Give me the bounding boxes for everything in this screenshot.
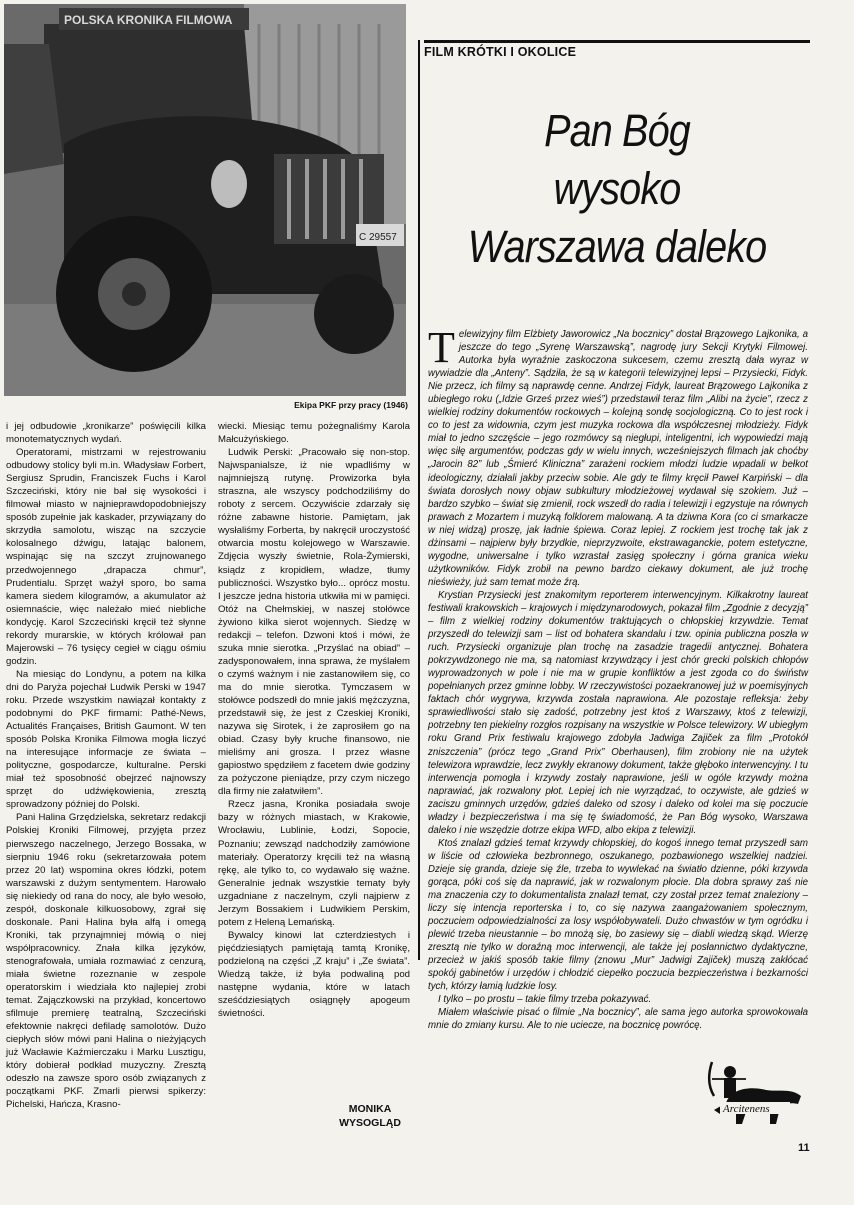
title-line: wysoko — [553, 163, 681, 214]
article-column-1 — [6, 420, 206, 1111]
article-column-2 — [218, 420, 410, 1020]
paragraph: wiecki. Miesiąc temu pożegnaliśmy Karola Małcużyńskiego. — [218, 421, 410, 446]
paragraph: I tylko – po prostu – takie filmy trzeba pokazywać. — [438, 994, 652, 1006]
paragraph: Ludwik Perski: „Pracowało się non-stop. Najwspanialsze, iż nie wpadliśmy w najmniejszą rutynę. Prowizorka była straszna, ale wszyscy podchodziliśmy do roboty z sercem. Oczywiście zdarzały się różne zabawne historie. Pamiętam, jak wysłaliśmy Forberta, by nakręcił uroczystość otwarcia mostu kolejowego w Warszawie. Zdjęcia wyszły świetnie, Rola-Żymierski, ksiądz z kropidłem, władze, tłumy publiczności. Wszystko było... oprócz mostu. I jeszcze jedna historia utkwiła mi w pamięci. Otóż na Chełmskiej, w naszej stołówce żywiono kilka sierot wojennych. Siedzę w redakcji – telefon. Dzwoni ktoś i mówi, że szuka mnie sierotka. „Przyślać na obiad” – zadysponowałem, inna sprawa, że myślałem o czymś ważnym i nie zastanowiłem się, co ma do mnie sierotka. Tymczasem w stołówce podszedł do mnie jakiś mężczyzna, przedstawił się, że jest z Czeskiej Kroniki, nazywa się Sirotek, i że zaprosiłem go na obiad. Czasy były kruche finansowo, nie mieliśmy ani grosza. I przez własne gapiostwo spędziłem z facetem dwie godziny za pożyczone pieniądze, przy czym niczego dla firmy nie załatwiłem”. — [218, 447, 410, 798]
license-plate-text: C 29557 — [359, 232, 397, 243]
section-heading: FILM KRÓTKI I OKOLICE — [424, 40, 810, 59]
title-line: Warszawa daleko — [467, 221, 767, 272]
paragraph: Pani Halina Grzędzielska, sekretarz redakcji Polskiej Kroniki Filmowej, przyjęta przez pierwszego naczelnego, Jerzego Bossaka, w sierpniu 1946 roku (sekretarzowała potem przez 20 lat) wspomina okres łódzki, potem warszawski z dużym sentymentem. Harowało się niekiedy od rana do nocy, ale było wesoło, zespół, doskonale kilkuosobowy, zgrał się doskonale. Pani Halina była alfą i omegą Kroniki, tak przynajmniej mówią o niej współpracownicy. Znała kilka języków, stenografowała, umiała rozmawiać z cenzurą, miała świetne rozeznanie w zespole operatorskim i wiedziała kto najlepiej zrobi temat. Zajączkowski na przykład, koncertowo sfilmuje premierę teatralną, Szczeciński efektownie nakręci defiladę samolotów. Dużo ciepłych słów mówi pani Halina o nieżyjących już Wacławie Kaźmierczaku i Marku Lusztigu, który dobierał podkład muzyczny. Zresztą odeszło na zawsze sporo osób związanych z początkami PKF. Zmarli pierwsi spikerzy: Pichelski, Hańcza, Krasno- — [6, 812, 206, 1111]
drop-cap: T — [428, 323, 455, 372]
paragraph: Ktoś znalazł gdzieś temat krzywdy chłopskiej, do kogoś innego temat przyszedł sam w liście od człowieka bezbronnego, oszukanego, pozbawionego wszelkiej nadziei. Dzieje się granda, dzieje się źle, trzeba to wywlekać na światło dzienne, póki krzywda gorąca, póki coś się da naprawić, jak w rozwalonym płocie. Dla dobra sprawy zaś nie ma znaczenia czy to dokumentalista znalazł temat, czy został przez temat znaleziony – liczy się intencja reporterska i to, co się nazywa zaangażowaniem społecznym, poczuciem odpowiedzialności za losy współobywateli. Dużo chwastów w tym ogródku i plewić trzeba nieustannie – bo mnożą się, bo zasiewy się – diabli wiedzą skąd. Wierzę zresztą nie tylko w doraźną moc interwencji, ale także jej posłannictwo dydaktyczne, przecież w jakiś sposób takie filmy (znowu „Mur” Jadwigi Zajiček) muszą zakłócać spokój gabinetów i urzędów i chłodzić ciepełko poczucia bezpieczeństwa i bezkarności tych, którzy łamią ludzkie losy. — [428, 837, 808, 993]
author-first-name: MONIKA — [348, 1103, 392, 1115]
title-line: Pan Bóg — [544, 105, 690, 156]
article-column-right — [428, 323, 808, 1033]
truck-sign-text: POLSKA KRONIKA FILMOWA — [64, 13, 233, 27]
photo-caption: Ekipa PKF przy pracy (1946) — [294, 400, 408, 410]
arcitenens-logo — [706, 1058, 806, 1128]
paragraph: Miałem właściwie pisać o filmie „Na bocznicy”, ale sama jego autorka sprowokowała mnie do zmiany kursu. Ale to nie uciecze, na bocznicę powrócę. — [428, 1007, 808, 1032]
centaur-archer-icon — [706, 1058, 806, 1128]
paragraph: Bywalcy kinowi lat czterdziestych i pięćdziesiątych pamiętają tamtą Kronikę, podzieloną na części „Z kraju” i „Ze świata”. Wiedzą także, iż była podwaliną pod następne wydania, które w latach sześćdziesiątych osiągnęły apogeum świetności. — [218, 929, 410, 1020]
page-number: 11 — [798, 1142, 810, 1154]
lead-text: elewizyjny film Elżbiety Jaworowicz „Na bocznicy” dostał Brązowego Lajkonika, a jeszcze do tego „Syrenę Warszawską”, nagrodę jury Sekcji Krytyki Filmowej. Autorka była wyraźnie zaskoczona sukcesem, czemu zresztą dała wyraz w wywiadzie dla „Anteny”. Sądziła, że są w kategorii telewizyjnej lepsi – Przysiecki, Fidyk. Nie przecz, ich filmy są naprawdę cenne. Andrzej Fidyk, laureat Brązowego Lajkonika z ubiegłego roku („Idzie Grześ przez wieś”) przedstawił teraz film „Alibi na życie”, rzecz z wielkiej rodziny dokumentów rockowych – kolejną sondę socjologiczną. Co to jest rock i co to jest za widownia, czym jest muzyka rockowa dla współczesnej młodzieży. Fidyk miał to jedno szczęście – jego rozmówcy są niegłupi, inteligentni, ich wypowiedzi mają więc siłę argumentów, podczas gdy w wielu innych, wcześniejszych filmach jak choćby „Jarocin 82” lub „Śmierć Kliniczna” zarażeni rockiem młodzi ludzie wpadali w bełkot ideologiczny, działali jakby przeciw sobie. Ale gdy te filmy kręcił Paweł Karpiński – dla świata dorosłych nowy objaw subkultury młodzieżowej wydawał się szokiem. Już – bardzo szybko – świat się zmienił, rock wszedł do radia i telewizji i egzystuje na równych prawach z Mozartem i muzyką folklorem malowaną. A ta dziwna Kora (co ci smarkacze w niej widzą) proszę, jak ładnie śpiewa. Coraz lepiej. Z rockiem jest trochę tak jak z dżinsami – najpierw były brzydkie, nieprzyzwoite, ekstrawaganckie, potem estetyczne, wygodne, uniwersalne i tylko wzrastał zasięg społeczny i górna granica wieku użytkowników. Fidyk zrobił na pewno bardzo ciekawy dokument, ale już trochę nieświeży, już sam temat może źrą. — [428, 329, 808, 588]
paragraph: Operatorami, mistrzami w rejestrowaniu odbudowy stolicy byli m.in. Władysław Forbert, Sergiusz Sprudin, Franciszek Fuchs i Karol Szczeciński, który nie bał się wysokości i filmował miasto w najnieprawdopodobniejszy sposób zupełnie jak kaskader, przywiązany do skrzydła samolotu, wisząc na szczycie kolosalnego dźwigu, latając balonem, wspinając się na szczyt zrujnowanego przedwojennego „drapacza chmur”, Prudentialu. Sprzęt ważył sporo, bo sama kamera siedem kilogramów, a akumulator aż osiemnaście, więc należało mieć niebliche kondycję. Karol Szczeciński kręcił też słynne rekordy murarskie, w których królował pan Majerowski – 76 tysięcy cegieł w ciągu ośmiu godzin. — [6, 447, 206, 667]
author-byline — [330, 1102, 410, 1130]
paragraph: Rzecz jasna, Kronika posiadała swoje bazy w różnych miastach, w Krakowie, Wrocławiu, Lublinie, Łodzi, Sopocie, Poznaniu; zewsząd nadchodziły zamówione materiały. Operatorzy kręcili też na własną rękę, ale tylko to, co wydawało się ważne. Generalnie jednak wszystkie tematy były uzgadniane z naczelnym, czyli najpierw z Jerzym Bossakiem i Ludwikiem Perskim, potem z Heleną Lemańską. — [218, 799, 410, 928]
paragraph: Krystian Przysiecki jest znakomitym reporterem interwencyjnym. Kilkakrotny laureat festiwali krakowskich – krajowych i międzynarodowych, pokazał film „Zgodnie z decyzją” – film z wielkiej rodziny dokumentów traktujących o chłopskiej krzywdzie. Temat przyszedł do telewizji sam – list od bohatera skandalu i tzw. opinia publiczna poszła w ruch. Przysiecki organizuje plan trochę na zasadzie tragedii antycznej. Bohatera pokrzywdzonego nie ma, są natomiast krzywdzący i jest chór grecki polskich chłopów wyprowadzonych w pole i nie ma w grupie konfliktów a jest zgoda co do świństw popełnianych przez gminne lobby. W rzeczywistości pozaekranowej już w poemisyjnych faktach chór wygrywa, krzywda została naprawiona. Ale pozostaje refleksja: żeby sprawiedliwości stało się zadość, potrzebny jest ktoś z Warszawy, ktoś z telewizji, potrzebny ten piekielny rozgłos rozpisany na wszystkie w Polsce telewizory. W ubiegłym roku Grand Prix festiwalu krajowego zdobyła Jadwiga Zajiček za film „Protokół zniszczenia” (prócz tego „Grand Prix” Oberhausen), film zrobiony nie na użytek telewizora wprawdzie, lecz zwykły ekranowy dokument, także głęboko interwencyjny. I tu interwencja pomogła i krzywdy zostały naprawione, jeśli w ogóle krzywdy można naprawiać, jak rozwalony płot. Lepiej ich nie wyrządzać, to oczywiste, ale gdzieś w zaciszu gminnych urzędów, gdzieś daleko od szosy i daleko od kolei ma się poczucie władzy i bezpieczeństwa i ma się tę świadomość, że Pan Bóg wysoko, Warszawa daleko i nie wszędzie dotrze ekipa WFD, albo ekipa z telewizji. — [428, 589, 808, 836]
article-title — [447, 102, 787, 276]
truck-photo-illustration — [4, 4, 406, 396]
logo-text: Arcitenens — [723, 1103, 770, 1115]
paragraph: i jej odbudowie „kronikarze” poświęcili kilka monotematycznych wydań. — [6, 421, 206, 446]
paragraph-lead — [428, 323, 808, 589]
paragraph: Na miesiąc do Londynu, a potem na kilka dni do Paryża pojechał Ludwik Perski w 1947 roku. Przede wszystkim nawiązał kontakty z podobnymi do PKF firmami: Pathé-News, Actualités Françaises, British Gaumont. W ten sposób Polska Kronika Filmowa mogła liczyć na interesujące informacje ze świata – polityczne, gospodarcze, kulturalne. Perski miał też sposobność obejrzeć najnowszy sprzęt do udźwiękowienia, zresztą sprowadzony później do Polski. — [6, 668, 206, 811]
photo-film-crew-truck — [4, 4, 406, 396]
author-last-name: WYSOGLĄD — [339, 1117, 401, 1129]
column-divider — [418, 40, 420, 960]
